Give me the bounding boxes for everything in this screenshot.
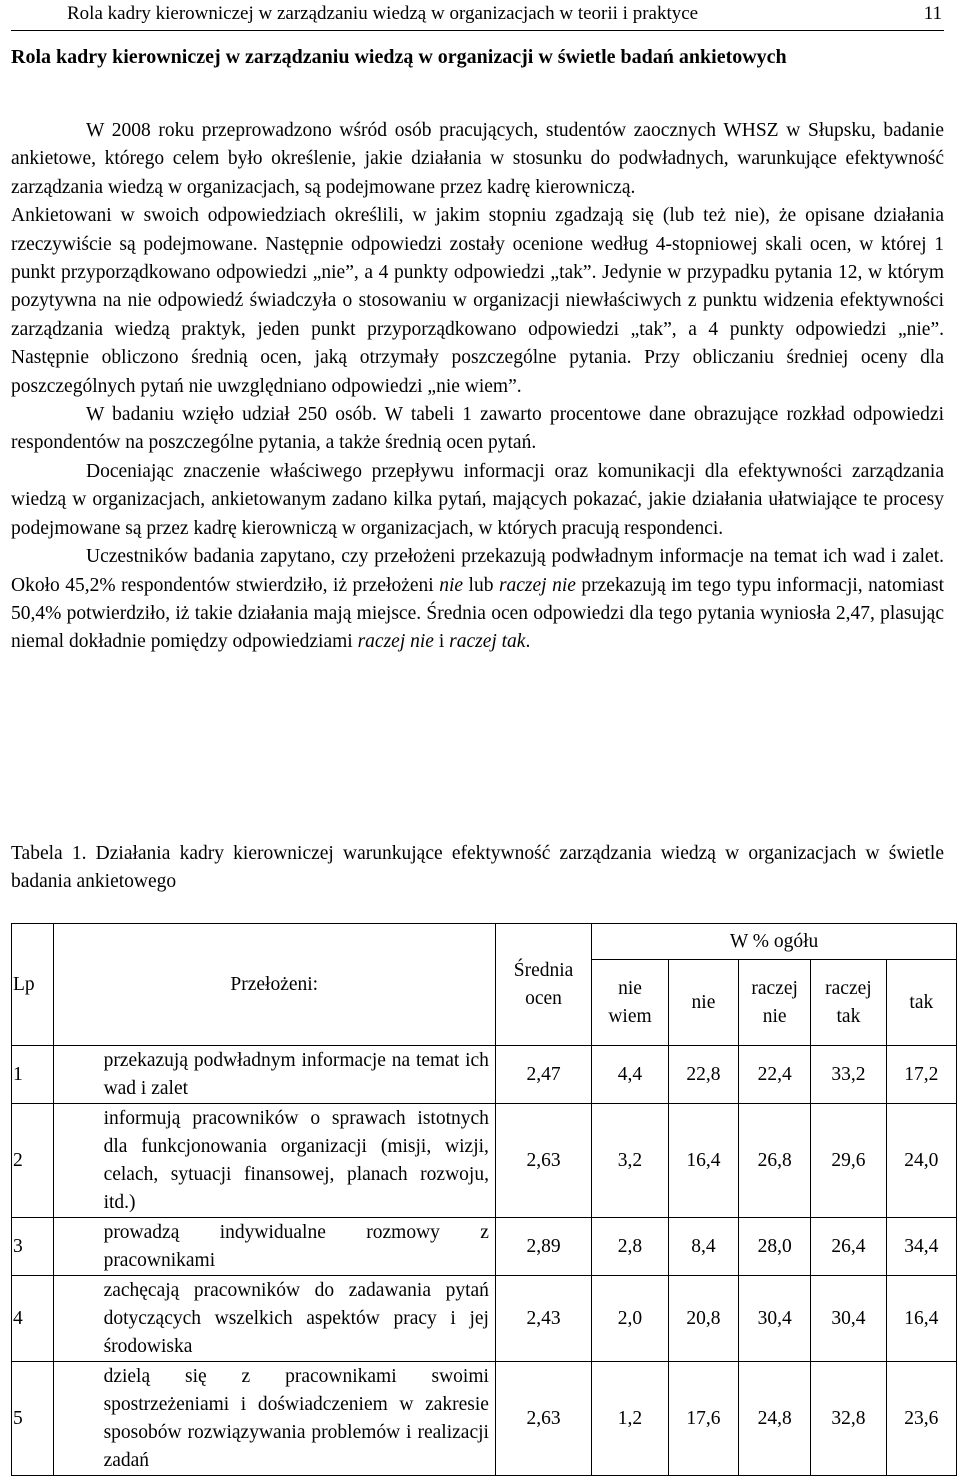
header-col: nie wiem — [592, 960, 669, 1046]
row-value: 30,4 — [811, 1276, 887, 1362]
row-value: 33,2 — [811, 1046, 887, 1104]
row-value: 16,4 — [886, 1276, 956, 1362]
row-value: 34,4 — [886, 1218, 956, 1276]
header-desc: Przełożeni: — [53, 924, 495, 1046]
row-value: 24,8 — [739, 1362, 811, 1476]
row-lp: 1 — [12, 1046, 54, 1104]
paragraph-5-text: . — [525, 631, 531, 653]
row-value: 26,4 — [811, 1218, 887, 1276]
paragraph-3: W badaniu wzięło udział 250 osób. W tabeli 1 zawarto procentowe dane obrazujące rozkład odpowiedzi respondentów na poszczególne pytania, a także średnią ocen pytań. — [11, 404, 944, 454]
row-mean: 2,43 — [495, 1276, 591, 1362]
row-value: 16,4 — [668, 1104, 738, 1218]
row-value: 3,2 — [592, 1104, 669, 1218]
table-row — [12, 1218, 957, 1276]
header-col: nie — [668, 960, 738, 1046]
italic-term: raczej nie — [357, 631, 434, 653]
paragraph-5-text: przekazują im tego typu informacji, natomiast 50,4% potwierdziło, iż takie działania mają miejsce. Średnia ocen odpowiedzi dla tego pytania wyniosła 2,47, plasując niemal dokładnie pomiędzy odpowiedziami — [11, 574, 944, 653]
row-value: 26,8 — [739, 1104, 811, 1218]
row-value: 1,2 — [592, 1362, 669, 1476]
body-text — [11, 117, 944, 657]
table-row — [12, 1104, 957, 1218]
row-desc: zachęcają pracowników do zadawania pytań dotyczących wszelkich aspektów pracy i jej środowiska — [53, 1276, 495, 1362]
row-mean: 2,63 — [495, 1104, 591, 1218]
table-row — [12, 1276, 957, 1362]
row-value: 23,6 — [886, 1362, 956, 1476]
row-mean: 2,89 — [495, 1218, 591, 1276]
running-header — [11, 0, 944, 31]
italic-term: nie — [439, 574, 464, 596]
row-value: 20,8 — [668, 1276, 738, 1362]
row-value: 2,8 — [592, 1218, 669, 1276]
row-value: 32,8 — [811, 1362, 887, 1476]
row-value: 24,0 — [886, 1104, 956, 1218]
row-value: 29,6 — [811, 1104, 887, 1218]
row-value: 28,0 — [739, 1218, 811, 1276]
row-lp: 3 — [12, 1218, 54, 1276]
row-value: 17,6 — [668, 1362, 738, 1476]
row-value: 2,0 — [592, 1276, 669, 1362]
table-caption: Tabela 1. Działania kadry kierowniczej warunkujące efektywność zarządzania wiedzą w organizacjach w świetle badania ankietowego — [11, 843, 944, 893]
row-value: 30,4 — [739, 1276, 811, 1362]
header-mean: Średnia ocen — [495, 924, 591, 1046]
row-value: 22,8 — [668, 1046, 738, 1104]
header-col: tak — [886, 960, 956, 1046]
paragraph-4: Doceniając znaczenie właściwego przepływu informacji oraz komunikacji dla efektywności zarządzania wiedzą w organizacjach, ankietowanym zadano kilka pytań, mających pokazać, jakie działania ułatwiające te procesy podejmowane są przez kadrę kierowniczą w organizacjach, w których pracują respondenci. — [11, 460, 944, 539]
row-value: 17,2 — [886, 1046, 956, 1104]
row-value: 8,4 — [668, 1218, 738, 1276]
table-row — [12, 1362, 957, 1476]
row-value: 22,4 — [739, 1046, 811, 1104]
header-lp: Lp — [12, 924, 54, 1046]
row-desc: dzielą się z pracownikami swoimi spostrzeżeniami i doświadczeniem w zakresie sposobów rozwiązywania problemów i realizacji zadań — [53, 1362, 495, 1476]
italic-term: raczej tak — [449, 631, 526, 653]
paragraph-5-text: Uczestników badania zapytano, czy przełożeni przekazują podwładnym informacje na temat ich wad i zalet. Około 45,2% respondentów stwierdziło, iż przełożeni — [11, 546, 944, 596]
row-lp: 2 — [12, 1104, 54, 1218]
table-row — [12, 1046, 957, 1104]
results-table — [11, 923, 957, 1476]
section-title: Rola kadry kierowniczej w zarządzaniu wiedzą w organizacji w świetle badań ankietowych — [11, 46, 787, 68]
page-number: 11 — [923, 3, 942, 24]
header-col: raczej nie — [739, 960, 811, 1046]
row-desc: przekazują podwładnym informacje na temat ich wad i zalet — [53, 1046, 495, 1104]
italic-term: raczej nie — [498, 574, 576, 596]
paragraph-2: Ankietowani w swoich odpowiedziach określili, w jakim stopniu zgadzają się (lub też nie), że opisane działania rzeczywiście są podejmowane. Następnie odpowiedzi zostały ocenione według 4-stopniowej skali ocen, w której 1 punkt przyporządkowano odpowiedzi „nie”, a 4 punkty odpowiedzi „tak”. Jedynie w przypadku pytania 12, w którym pozytywna na nie odpowiedź świadczyła o stosowaniu w organizacji niewłaściwych z punktu widzenia efektywności zarządzania wiedzą praktyk, jeden punkt przyporządkowano odpowiedzi „tak”, a 4 punkty odpowiedzi „nie”. Następnie obliczono średnią ocen, jaką otrzymały poszczególne pytania. Przy obliczaniu średniej oceny dla poszczególnych pytań nie uwzględniano odpowiedzi „nie wiem”. — [11, 205, 944, 397]
header-col: raczej tak — [811, 960, 887, 1046]
header-group: W % ogółu — [592, 924, 957, 960]
row-desc: informują pracowników o sprawach istotnych dla funkcjonowania organizacji (misji, wizji, celach, sytuacji finansowej, planach rozwoju, itd.) — [53, 1104, 495, 1218]
row-value: 4,4 — [592, 1046, 669, 1104]
row-desc: prowadzą indywidualne rozmowy z pracownikami — [53, 1218, 495, 1276]
row-lp: 5 — [12, 1362, 54, 1476]
paragraph-5-text: lub — [463, 574, 499, 596]
row-lp: 4 — [12, 1276, 54, 1362]
paragraph-1: W 2008 roku przeprowadzono wśród osób pracujących, studentów zaocznych WHSZ w Słupsku, badanie ankietowe, którego celem było określenie, jakie działania w stosunku do podwładnych, warunkujące efektywność zarządzania wiedzą w organizacjach, są podejmowane przez kadrę kierowniczą. — [11, 120, 944, 198]
paragraph-5-text: i — [433, 631, 450, 653]
running-title: Rola kadry kierowniczej w zarządzaniu wiedzą w organizacjach w teorii i praktyce — [67, 3, 699, 24]
row-mean: 2,47 — [495, 1046, 591, 1104]
row-mean: 2,63 — [495, 1362, 591, 1476]
paragraph-5 — [11, 543, 944, 657]
